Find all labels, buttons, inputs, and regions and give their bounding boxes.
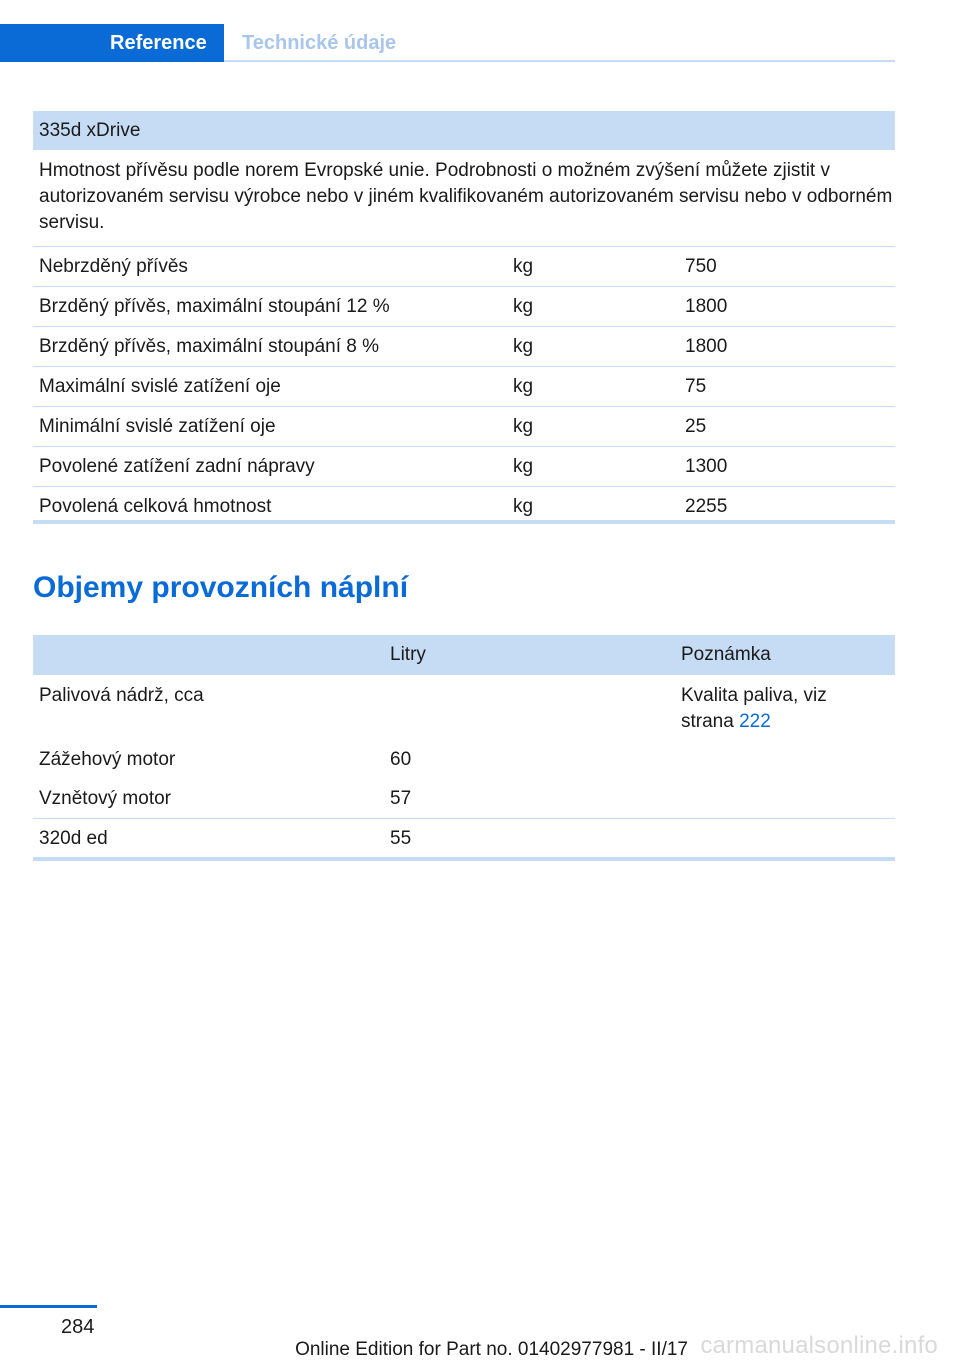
table-title: 335d xDrive <box>39 120 141 141</box>
table-row <box>33 367 895 407</box>
row-unit: kg <box>507 327 679 367</box>
table-header-row <box>33 635 895 675</box>
header-tabs <box>0 24 895 62</box>
table-row <box>33 740 895 779</box>
table-intro-row <box>33 150 895 247</box>
row-litres: 55 <box>390 828 412 849</box>
row-litres: 60 <box>390 749 412 770</box>
row-label: Palivová nádrž, cca <box>39 685 204 706</box>
trailer-weights-table <box>33 111 895 526</box>
row-note <box>675 819 895 859</box>
table-header-row <box>33 111 895 150</box>
row-label: Brzděný přívěs, maximální stoupání 8 % <box>33 327 507 367</box>
row-note <box>675 740 895 779</box>
section-title: Objemy provozních náplní <box>33 571 409 604</box>
row-label: Zážehový motor <box>39 749 176 770</box>
table-row <box>33 819 895 859</box>
row-label: Vznětový motor <box>33 779 384 819</box>
row-value: 1800 <box>679 327 895 367</box>
header-cell-empty <box>33 635 384 675</box>
row-note <box>675 675 895 740</box>
row-value: 1300 <box>679 447 895 487</box>
edition-text: Online Edition for Part no. 01402977981 - II/17 <box>295 1339 688 1360</box>
header-cell-note: Poznámka <box>681 644 771 665</box>
row-unit: kg <box>507 247 679 287</box>
tab-technical-data[interactable]: Technické údaje <box>242 32 397 54</box>
watermark: carmanualsonline.info <box>700 1332 938 1359</box>
row-label: Povolená celková hmotnost <box>39 496 272 517</box>
row-label: Brzděný přívěs, maximální stoupání 12 % <box>33 287 507 327</box>
note-text-2: strana <box>681 711 734 732</box>
row-unit: kg <box>507 287 679 327</box>
note-text: Kvalita paliva, viz <box>681 685 827 706</box>
row-note <box>675 779 895 819</box>
row-unit: kg <box>507 447 679 487</box>
row-label: Nebrzděný přívěs <box>33 247 507 287</box>
table-row <box>33 287 895 327</box>
table-row <box>33 675 895 740</box>
table-intro-text: Hmotnost přívěsu podle norem Evropské unie. Podrobnosti o možném zvýšení můžete zjistit v autorizovaném servisu výrobce nebo v jiném kvalifikovaném autorizovaném servisu nebo v odborném servisu. <box>33 150 895 247</box>
row-unit: kg <box>507 407 679 447</box>
page-reference-link[interactable]: 222 <box>739 711 771 732</box>
row-label: Povolené zatížení zadní nápravy <box>33 447 507 487</box>
row-value: 750 <box>679 247 895 287</box>
table-row <box>33 407 895 447</box>
row-unit: kg <box>507 367 679 407</box>
fluid-capacities-table <box>33 635 895 858</box>
header-cell-litres: Litry <box>390 644 426 665</box>
table-row <box>33 779 895 819</box>
row-label: Maximální svislé zatížení oje <box>33 367 507 407</box>
footer-rule <box>0 1305 97 1308</box>
row-value: 25 <box>679 407 895 447</box>
row-litres: 57 <box>384 779 675 819</box>
row-value: 1800 <box>679 287 895 327</box>
row-value: 2255 <box>685 496 728 517</box>
row-label: Minimální svislé zatížení oje <box>33 407 507 447</box>
table-row <box>33 247 895 287</box>
table-row <box>33 447 895 487</box>
row-label: 320d ed <box>39 828 108 849</box>
table-bottom-rule <box>33 857 895 861</box>
page-number: 284 <box>61 1316 95 1338</box>
row-litres <box>384 675 675 740</box>
table-row <box>33 327 895 367</box>
row-value: 75 <box>679 367 895 407</box>
row-unit: kg <box>513 496 534 517</box>
tab-underline <box>224 60 895 62</box>
table-bottom-rule <box>33 520 895 524</box>
tab-reference[interactable]: Reference <box>0 24 224 62</box>
